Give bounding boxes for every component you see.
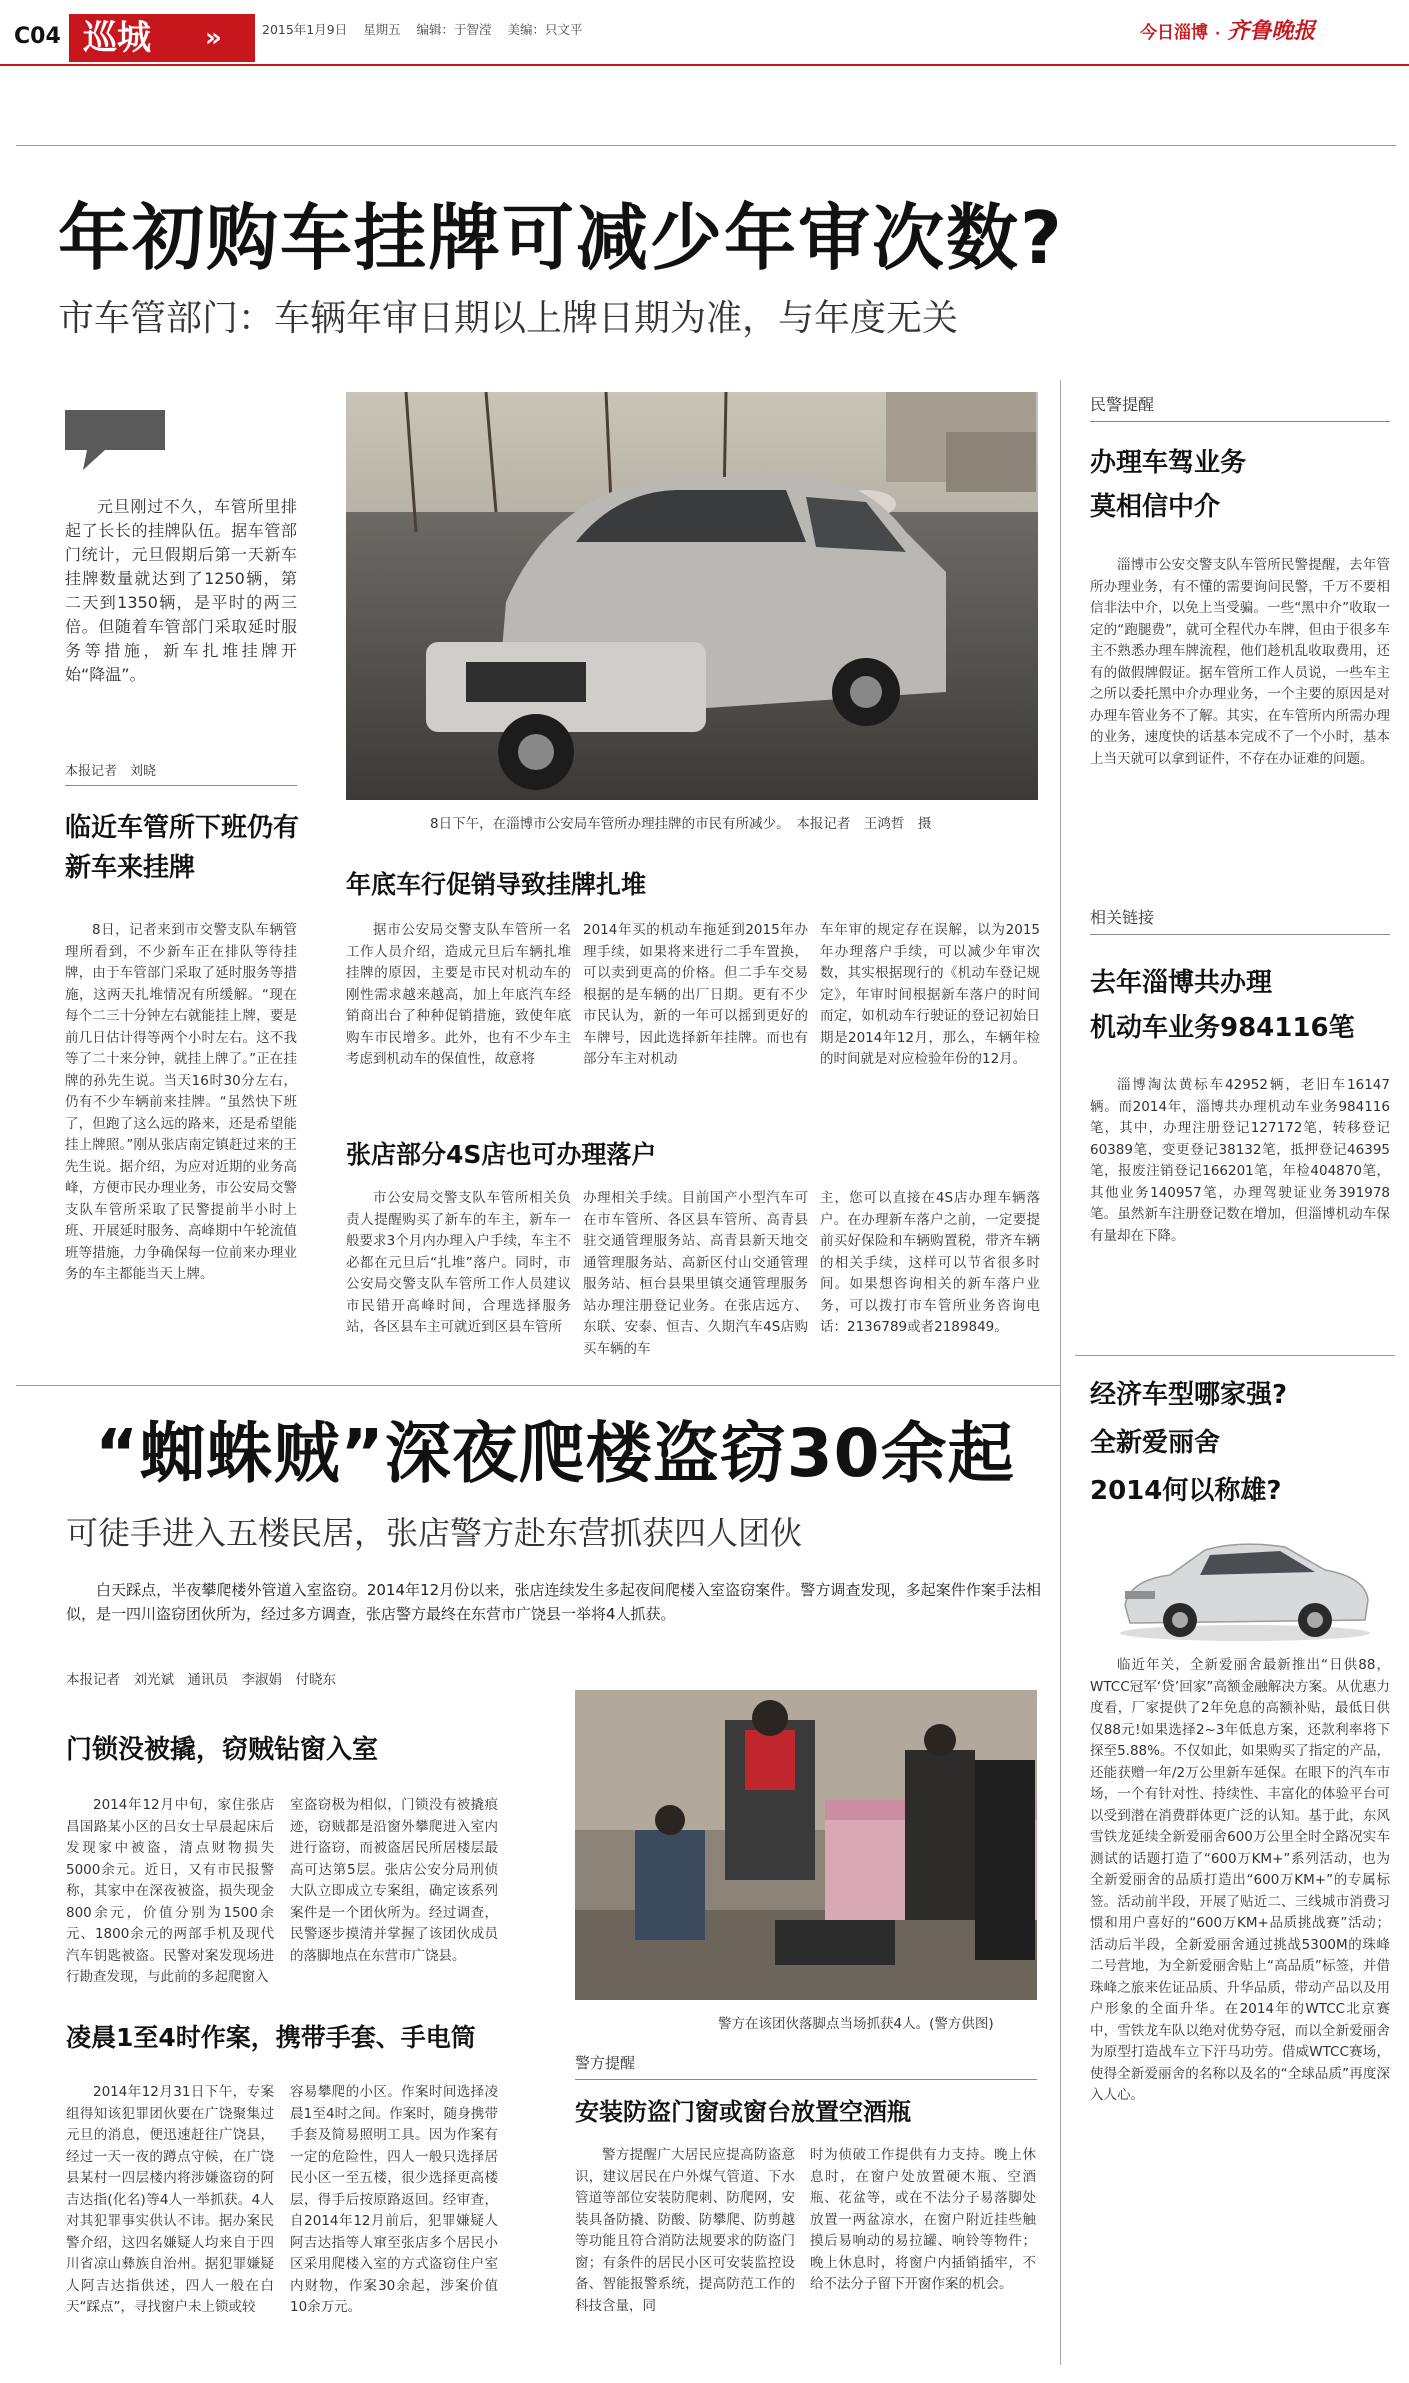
sidebar-head-1b: 莫相信中介 [1090, 492, 1221, 522]
tip-headline: 安装防盗门窗或窗台放置空酒瓶 [575, 2098, 911, 2126]
issue-date: 2015年1月9日 [262, 22, 348, 37]
byline-2: 本报记者 刘光斌 通讯员 李淑娟 付晓东 [66, 1672, 336, 1688]
column-divider [1060, 1385, 1061, 2365]
story2-subhead-2-text-a: 2014年12月31日下午，专案组得知该犯罪团伙要在广饶聚集过元旦的消息，便迅速赶往广饶县，经过一天一夜的蹲点守候，在广饶县某村一四层楼内将涉嫌盗窃的阿吉达指(化名)等4人一举抓获。4人对其犯罪事实供认不讳。据办案民警介绍，这四名嫌疑人均来自于四川省凉山彝族自治州。据犯罪嫌疑人阿吉达指供述，四人一般在白天“踩点”，寻找窗户未上锁或较 [66, 2084, 274, 2315]
column-divider [1060, 380, 1061, 1385]
subhead-2-text-c: 车年审的规定存在误解，以为2015年办理落户手续，可以减少年审次数，其实根据现行的《机动车登记规定》，年审时间根据新车落户的时间而定，如机动车行驶证的登记初始日期是2014年12月，那么，车辆年检的时间就是对应检验年份的12月。 [820, 922, 1040, 1067]
story2-subhead-1-text-b: 室盗窃极为相似，门锁没有被撬痕迹，窃贼都是沿窗外攀爬进入室内进行盗窃，而被盗居民所居楼层最高可达第5层。张店公安分局刑侦大队立即成立专案组，确定该系列案件是一个团伙所为。经过调查，民警逐步摸清并掌握了该团伙成员的落脚地点在东营市广饶县。 [290, 1797, 498, 1964]
ad-head-1: 经济车型哪家强? [1090, 1380, 1288, 1410]
subheadline: 市车管部门：车辆年审日期以上牌日期为准，与年度无关 [58, 298, 959, 339]
quote-bubble-icon [65, 410, 165, 465]
byline: 本报记者 刘晓 [65, 760, 297, 786]
issue-weekday: 星期五 [363, 22, 401, 37]
section-name: 巡城 [69, 14, 255, 62]
lead-paragraph-2: 白天踩点，半夜攀爬楼外管道入室盗窃。2014年12月份以来，张店连续发生多起夜间爬楼入室盗窃案件。警方调查发现，多起案件作案手法相似，是一四川盗窃团伙所为，经过多方调查，张店警方最终在东营市广饶县一举将4人抓获。 [66, 1581, 1041, 1623]
divider [16, 1385, 1060, 1386]
sidebar-label-1: 民警提醒 [1090, 392, 1390, 422]
photo-caption-2: 警方在该团伙落脚点当场抓获4人。(警方供图) [718, 2016, 994, 2032]
subhead-3-text-a: 市公安局交警支队车管所相关负责人提醒购买了新车的车主，新车一般要求3个月内办理入户手续，车主不必都在元旦后“扎堆”落户。同时，市公安局交警支队车管所工作人员建议市民错开高峰时间，合理选择服务站，各区县车主可就近到区县车管所 [346, 1190, 571, 1335]
story2-subhead-2: 凌晨1至4时作案，携带手套、手电筒 [66, 2023, 476, 2052]
art-editor: 美编：只文平 [507, 22, 583, 37]
tip-text-b: 时为侦破工作提供有力支持。晚上休息时，在窗户处放置硬木瓶、空酒瓶、花盆等，或在不法分子易落脚处放置一两盆凉水，在窗户附近挂些触摸后易响动的易拉罐、响铃等物件；晚上休息时，将窗户内插销插牢，不给不法分子留下开窗作案的机会。 [810, 2147, 1036, 2292]
subhead-1: 临近车管所下班仍有新车来挂牌 [65, 813, 300, 883]
headline: 年初购车挂牌可减少年审次数? [58, 196, 1064, 280]
story2-subhead-1: 门锁没被撬，窃贼钻窗入室 [66, 1735, 379, 1765]
tip-label: 警方提醒 [575, 2052, 1037, 2080]
issue-meta [262, 20, 582, 38]
masthead: 今日淄博 · 齐鲁晚报 [1140, 19, 1316, 44]
story2-subhead-2-text-b: 容易攀爬的小区。作案时间选择凌晨1至4时之间。作案时，随身携带手套及简易照明工具。因为作案有一定的危险性，四人一般只选择居民小区一至五楼，很少选择更高楼层，得手后按原路返回。经审查，自2014年12月前后，犯罪嫌疑人阿吉达指等人窜至张店多个居民小区采用爬楼入室的方式盗窃住户室内财物，作案30余起，涉案价值10余万元。 [290, 2084, 498, 2315]
paper-name: 齐鲁晚报 [1227, 19, 1316, 44]
edition-name: 今日淄博 [1140, 23, 1208, 43]
chevron-right-icon: » [205, 23, 222, 53]
sidebar-text-1: 淄博市公安交警支队车管所民警提醒，去年管所办理业务，有不懂的需要询问民警，千万不要相信非法中介，以免上当受骗。一些“黑中介”收取一定的“跑腿费”，就可全程代办车牌，但由于很多车主不熟悉办理车牌流程，他们趁机乱收取费用，还有的做假牌假证。据车管所工作人员说，一些车主之所以委托黑中介办理业务，一个主要的原因是对办理车管业务不了解。其实，在车管所内所需办理的业务，速度快的话基本完成不了一个小时，基本上当天就可以拿到证件，不存在办证难的问题。 [1090, 557, 1390, 767]
subhead-2: 年底车行促销导致挂牌扎堆 [346, 870, 647, 899]
lead-paragraph: 元旦刚过不久，车管所里排起了长长的挂牌队伍。据车管部门统计，元旦假期后第一天新车挂牌数量就达到了1250辆，第二天到1350辆，是平时的两三倍。但随着车管部门采取延时服务等措施，新车扎堆挂牌开始“降温”。 [65, 497, 297, 684]
editor: 编辑：于智滢 [416, 22, 492, 37]
subhead-2-text-a: 据市公安局交警支队车管所一名工作人员介绍，造成元旦后车辆扎堆挂牌的原因，主要是市民对机动车的刚性需求越来越高，加上年底汽车经销商出台了种种促销措施，致使年底购车市民增多。此外，也有不少车主考虑到机动车的保值性，故意将 [346, 922, 571, 1067]
divider [16, 145, 1396, 146]
ad-head-2: 全新爱丽舍 [1090, 1428, 1221, 1458]
sidebar-head-2a: 去年淄博共办理 [1090, 968, 1273, 998]
subhead-2-text-b: 2014年买的机动车拖延到2015年办理手续，如果将来进行二手车置换，可以卖到更高的价格。但二手车交易根据的是车辆的出厂日期。更有不少市民认为，新的一年可以摇到更好的车牌号，因此选择新年挂牌。而也有部分车主对机动 [583, 922, 808, 1067]
divider [1075, 1355, 1395, 1356]
page-number: C04 [14, 24, 61, 49]
ad-text: 临近年关，全新爱丽舍最新推出“日供88，WTCC冠军‘贷’回家”高额金融解决方案。从优惠力度看，厂家提供了2年免息的高额补贴，最低日供仅88元!如果选择2~3年低息方案，还款利率将下探至5.88%。不仅如此，如果购买了指定的产品，还能获赠一年/2万公里新车延保。在眼下的汽车市场，一个有针对性、持续性、丰富化的体验平台可以受到潜在消费群体更广泛的认知。基于此，东风雪铁龙延续全新爱丽舍600万公里全时全路况实车测试的话题打造了“600万KM+”系列活动，也为全新爱丽舍的品质打造出“600万KM+”的专属标签。活动前半段，开展了贴近二、三线城市消费习惯和用户喜好的“600万KM+品质挑战赛”活动；活动后半段，全新爱丽舍通过挑战5300M的珠峰二号营地，为全新爱丽舍贴上“高品质”标签，并借珠峰之旅来佐证品质、升华品质，带动产品以及用户形象的全面升华。在2014年的WTCC北京赛中，雪铁龙车队以绝对优势夺冠，而以全新爱丽舍为原型打造战车立下汗马功劳。借威WTCC赛场，使得全新爱丽舍的名称以及名的“全球品质”再度深入人心。 [1090, 1657, 1390, 2103]
subhead-3-text-c: 主，您可以直接在4S店办理车辆落户。在办理新车落户之前，一定要提前买好保险和车辆购置税，带齐车辆的相关手续，这样可以节省很多时间。如果想咨询相关的新车落户业务，可以拨打市车管所业务咨询电话：2136789或者2189849。 [820, 1190, 1040, 1335]
sidebar-text-2: 淄博淘汰黄标车42952辆，老旧车16147辆。而2014年，淄博共办理机动车业务984116笔，其中，办理注册登记127172笔，转移登记60389笔，变更登记38132笔，抵押登记46395笔，报废注销登记166201笔，年检404870笔，其他业务140957笔，办理驾驶证业务391978笔。虽然新车注册登记数在增加，但淄博机动车保有量却在下降。 [1090, 1077, 1390, 1244]
car-ad-image [1110, 1525, 1380, 1645]
sidebar-head-1a: 办理车驾业务 [1090, 448, 1247, 478]
arrest-photo [575, 1690, 1037, 2000]
car-photo [346, 392, 1038, 800]
header-divider [0, 64, 1409, 66]
sidebar-label-2: 相关链接 [1090, 905, 1390, 935]
subhead-1-text: 8日，记者来到市交警支队车辆管理所看到，不少新车正在排队等待挂牌，由于车管部门采取了延时服务等措施，这两天扎堆情况有所缓解。“现在每个二三十分钟左右就能挂上牌，要是前几日估计得等两个小时左右。这不我等了二十来分钟，就挂上牌了。”正在挂牌的孙先生说。当天16时30分左右，仍有不少车辆前来挂牌。“虽然快下班了，但跑了这么远的路来，还是希望能挂上牌照。”刚从张店南定镇赶过来的王先生说。据介绍，为应对近期的业务高峰，方便市民办理业务，市公安局交警支队车管所采取了民警提前半小时上班、开展延时服务、高峰期中午轮流值班等措施，力争确保每一位前来办理业务的车主都能当天上牌。 [65, 922, 297, 1282]
story2-subhead-1-text-a: 2014年12月中旬，家住张店昌国路某小区的吕女士早晨起床后发现家中被盗，清点财物损失5000余元。近日，又有市民报警称，其家中在深夜被盗，损失现金800余元，价值分别为1500余元、1800余元的两部手机及现代汽车钥匙被盗。民警对案发现场进行勘查发现，与此前的多起爬窗入 [66, 1797, 274, 1985]
subhead-3: 张店部分4S店也可办理落户 [346, 1140, 657, 1169]
headline-2: “蜘蛛贼”深夜爬楼盗窃30余起 [95, 1415, 1015, 1492]
photo-caption: 8日下午，在淄博市公安局车管所办理挂牌的市民有所减少。 本报记者 王鸿哲 摄 [430, 816, 932, 832]
sidebar-head-2b: 机动车业务984116笔 [1090, 1013, 1355, 1043]
subheadline-2: 可徒手进入五楼民居，张店警方赴东营抓获四人团伙 [66, 1514, 803, 1552]
ad-head-3: 2014何以称雄? [1090, 1476, 1282, 1506]
tip-text-a: 警方提醒广大居民应提高防盗意识，建议居民在户外煤气管道、下水管道等部位安装防爬刺、防爬网，安装具备防撬、防酸、防攀爬、防剪越等功能且符合消防法规要求的防盗门窗；有条件的居民小区可安装监控设备、智能报警系统，提高防范工作的科技含量，同 [575, 2147, 795, 2314]
subhead-3-text-b: 办理相关手续。目前国产小型汽车可在市车管所、各区县车管所、高青县驻交通管理服务站、高青县新天地交通管理服务站、高新区付山交通管理服务站、桓台县果里镇交通管理服务站办理注册登记业务。在张店远方、东联、安泰、恒吉、久期汽车4S店购买车辆的车 [583, 1190, 808, 1357]
